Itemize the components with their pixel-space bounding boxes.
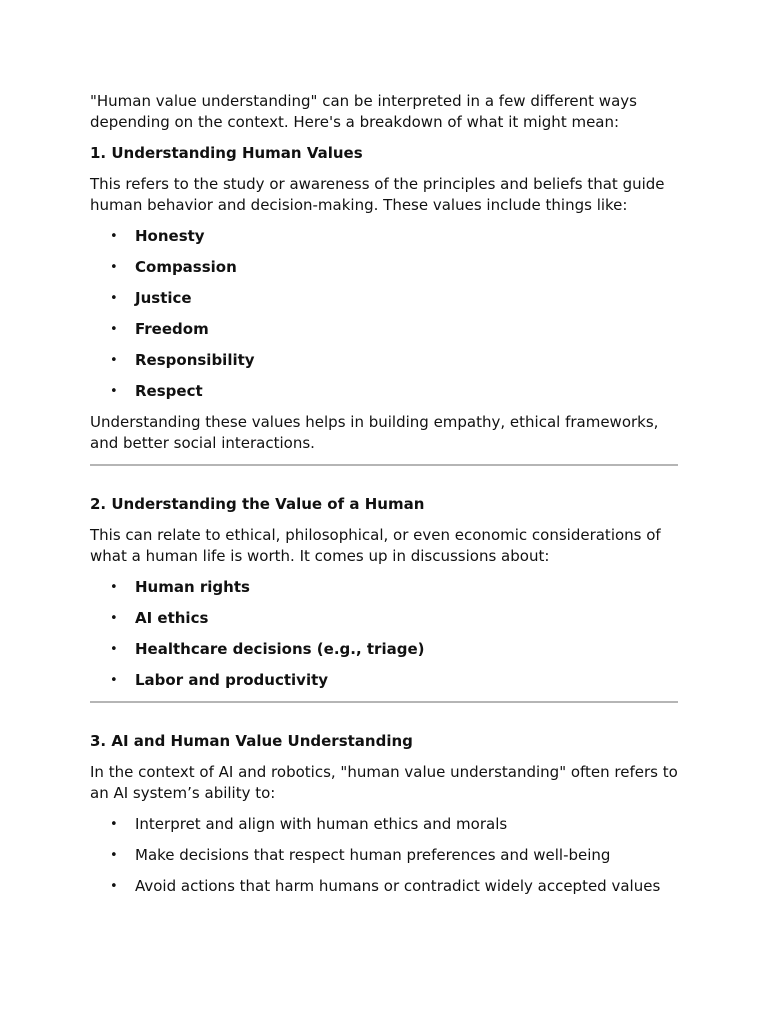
section-value-of-a-human <box>90 494 678 691</box>
values-list <box>90 226 678 402</box>
list-item: • Labor and productivity <box>90 670 678 691</box>
list-item: • Honesty <box>90 226 678 247</box>
section-understanding-human-values <box>90 143 678 454</box>
section-ai-human-value <box>90 731 678 897</box>
discussion-topics-list <box>90 577 678 691</box>
section-heading: 2. Understanding the Value of a Human <box>90 495 425 513</box>
ai-abilities-list <box>90 814 678 897</box>
section-closing: Understanding these values helps in building empathy, ethical frameworks, and better social interactions. <box>90 413 659 452</box>
section-body: In the context of AI and robotics, "human value understanding" often refers to an AI system’s ability to: <box>90 763 678 802</box>
list-item: • Interpret and align with human ethics and morals <box>90 814 678 835</box>
list-item: • Justice <box>90 288 678 309</box>
section-heading: 3. AI and Human Value Understanding <box>90 732 413 750</box>
list-item: • Avoid actions that harm humans or contradict widely accepted values <box>90 876 678 897</box>
list-item: • AI ethics <box>90 608 678 629</box>
list-item: • Healthcare decisions (e.g., triage) <box>90 639 678 660</box>
list-item: • Human rights <box>90 577 678 598</box>
section-divider <box>90 701 678 703</box>
list-item: • Compassion <box>90 257 678 278</box>
section-heading: 1. Understanding Human Values <box>90 144 363 162</box>
list-item: • Freedom <box>90 319 678 340</box>
list-item: • Responsibility <box>90 350 678 371</box>
section-divider <box>90 464 678 466</box>
list-item: • Make decisions that respect human preferences and well-being <box>90 845 678 866</box>
section-body: This refers to the study or awareness of the principles and beliefs that guide human behavior and decision-making. These values include things like: <box>90 175 665 214</box>
intro-paragraph: "Human value understanding" can be interpreted in a few different ways depending on the context. Here's a breakdown of what it might mean: <box>90 92 637 131</box>
list-item: • Respect <box>90 381 678 402</box>
section-body: This can relate to ethical, philosophical, or even economic considerations of what a human life is worth. It comes up in discussions about: <box>90 526 661 565</box>
